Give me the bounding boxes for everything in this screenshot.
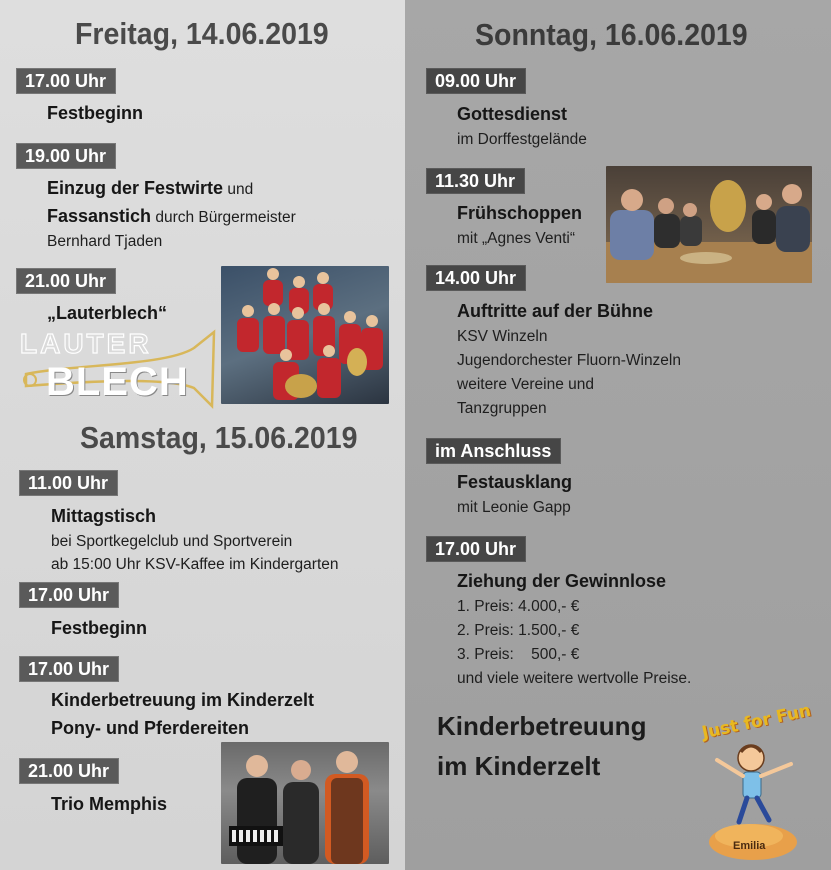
friday-title-1: Festbeginn (47, 103, 144, 123)
lauterblech-logo (16, 326, 216, 410)
lauterblech-photo (221, 266, 389, 404)
friday-line-2c: Bernhard Tjaden (47, 233, 163, 250)
sunday-line-3b: Jugendorchester Fluorn-Winzeln (457, 352, 681, 369)
right-column (405, 0, 831, 870)
friday-line-2b (47, 203, 296, 231)
sunday-line-3d: Tanzgruppen (457, 400, 547, 417)
logo-bottom-word: BLECH (46, 360, 189, 404)
sunday-prize-1: 1. Preis: 4.000,- € (457, 598, 580, 615)
logo-top-word: LAUTER (20, 328, 152, 359)
sunday-time-1: 09.00 Uhr (426, 68, 526, 94)
saturday-title-3b: Pony- und Pferdereiten (51, 718, 250, 738)
footer-line-1: Kinderbetreuung (437, 711, 647, 741)
friday-time-2: 19.00 Uhr (16, 143, 116, 169)
saturday-time-2: 17.00 Uhr (19, 582, 119, 608)
saturday-heading: Samstag, 15.06.2019 (80, 420, 358, 455)
sunday-line-2: mit „Agnes Venti“ (457, 230, 576, 247)
sunday-prize-2: 2. Preis: 1.500,- € (457, 622, 580, 639)
friday-line-2b-rest: durch Bürgermeister (151, 209, 296, 226)
sunday-line-3a: KSV Winzeln (457, 328, 548, 345)
saturday-time-4: 21.00 Uhr (19, 758, 119, 784)
friday-time-1: 17.00 Uhr (16, 68, 116, 94)
footer-line-2: im Kinderzelt (437, 751, 601, 781)
trio-memphis-photo (221, 742, 389, 864)
sunday-title-2: Frühschoppen (457, 203, 582, 223)
sunday-line-3c: weitere Vereine und (457, 376, 595, 393)
sunday-line-1: im Dorffestgelände (457, 131, 587, 148)
friday-line-2a-rest: und (223, 181, 254, 198)
saturday-title-1: Mittagstisch (51, 506, 157, 526)
sunday-time-4: im Anschluss (426, 438, 561, 464)
emilia-text: Emilia (733, 840, 766, 852)
saturday-line-1b: ab 15:00 Uhr KSV-Kaffee im Kindergarten (51, 556, 339, 573)
saturday-title-3a: Kinderbetreuung im Kinderzelt (51, 690, 315, 710)
just-for-fun-text: Just for Fun (700, 700, 813, 744)
sunday-prize-note: und viele weitere wertvolle Preise. (457, 670, 692, 687)
friday-line-2a (47, 175, 253, 203)
friday-title-3: „Lauterblech“ (47, 303, 168, 323)
saturday-title-2: Festbeginn (51, 618, 148, 638)
saturday-time-1: 11.00 Uhr (19, 470, 118, 496)
sunday-time-5: 17.00 Uhr (426, 536, 526, 562)
friday-line-2a-bold: Einzug der Festwirte (47, 178, 224, 198)
sunday-title-1: Gottesdienst (457, 104, 568, 124)
saturday-line-1a: bei Sportkegelclub und Sportverein (51, 533, 293, 550)
sunday-heading: Sonntag, 16.06.2019 (475, 17, 748, 52)
sunday-time-2: 11.30 Uhr (426, 168, 525, 194)
saturday-time-3: 17.00 Uhr (19, 656, 119, 682)
just-for-fun-logo (689, 700, 819, 862)
sunday-line-4: mit Leonie Gapp (457, 499, 571, 516)
sunday-time-3: 14.00 Uhr (426, 265, 526, 291)
friday-time-3: 21.00 Uhr (16, 268, 116, 294)
sunday-title-3: Auftritte auf der Bühne (457, 301, 653, 321)
saturday-title-4: Trio Memphis (51, 794, 168, 814)
friday-line-2b-bold: Fassanstich (47, 206, 152, 226)
left-column (0, 0, 405, 870)
friday-heading: Freitag, 14.06.2019 (75, 16, 329, 51)
sunday-title-5: Ziehung der Gewinnlose (457, 571, 667, 591)
sunday-title-4: Festausklang (457, 472, 573, 492)
sunday-prize-3: 3. Preis: 500,- € (457, 646, 580, 663)
agnes-venti-photo (606, 166, 812, 283)
